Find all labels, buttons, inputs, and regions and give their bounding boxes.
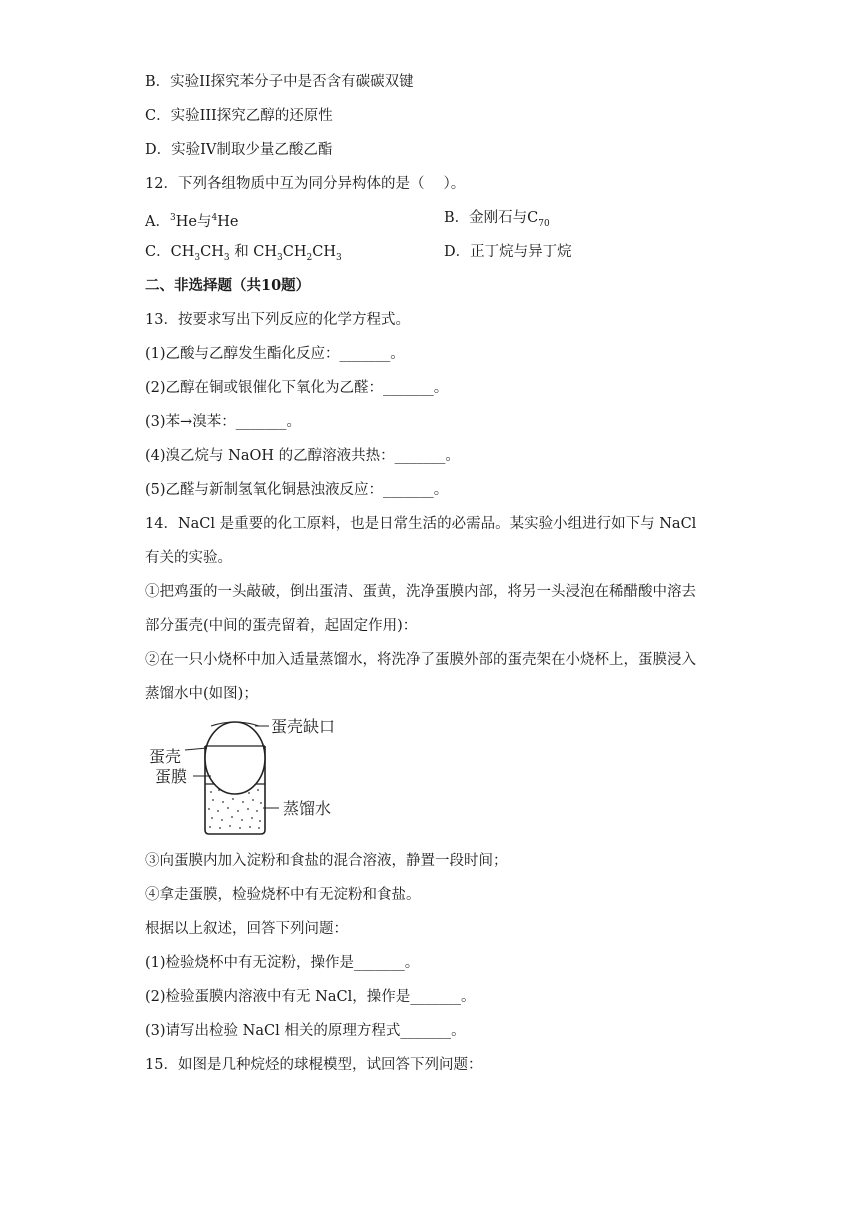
label-shell: 蛋壳 xyxy=(149,747,182,766)
leader-shell xyxy=(185,748,207,750)
section-heading: 二、非选择题（共10题） xyxy=(145,277,311,294)
water-dots xyxy=(208,789,262,829)
egg-membrane-figure xyxy=(145,712,355,842)
q14-answer2: (2)检验蛋膜内溶液中有无 NaCl，操作是_______。 xyxy=(145,989,476,1005)
label-water: 蒸馏水 xyxy=(283,799,332,818)
label-membrane: 蛋膜 xyxy=(155,767,188,786)
q13-part1: (1)乙酸与乙醇发生酯化反应：_______。 xyxy=(145,346,405,362)
q14-step4: ④拿走蛋膜，检验烧杯中有无淀粉和食盐。 xyxy=(145,887,421,903)
q12-option-a: A．$^3$He与$^4$He xyxy=(145,213,239,230)
q12-option-d: D．正丁烷与异丁烷 xyxy=(444,244,572,260)
egg-shell xyxy=(205,722,265,794)
option-c-prev: C．实验III探究乙醇的还原性 xyxy=(145,108,333,124)
q14-answer3: (3)请写出检验 NaCl 相关的原理方程式_______。 xyxy=(145,1023,466,1039)
q12-option-c: C．$CH_3CH_3$ 和 $CH_3CH_2CH_3$ xyxy=(145,244,342,263)
q14-step2-line1: ②在一只小烧杯中加入适量蒸馏水，将洗净了蛋膜外部的蛋壳架在小烧杯上，蛋膜浸入 xyxy=(145,652,696,668)
q14-step3: ③向蛋膜内加入淀粉和食盐的混合溶液，静置一段时间； xyxy=(145,853,508,869)
q15-stem: 15．如图是几种烷烃的球棍模型，试回答下列问题： xyxy=(145,1057,483,1073)
q14-step2-line2: 蒸馏水中(如图)； xyxy=(145,686,258,702)
q13-part5: (5)乙醛与新制氢氧化铜悬浊液反应：_______。 xyxy=(145,482,449,498)
q13-part3: (3)苯→溴苯：_______。 xyxy=(145,414,301,430)
option-d-prev: D．实验IV制取少量乙酸乙酯 xyxy=(145,142,333,158)
q14-stem-line2: 有关的实验。 xyxy=(145,550,232,566)
q13-part4: (4)溴乙烷与 NaOH 的乙醇溶液共热：_______。 xyxy=(145,448,460,464)
label-shell-gap: 蛋壳缺口 xyxy=(271,717,336,736)
q14-stem-line1: 14．NaCl 是重要的化工原料，也是日常生活的必需品。某实验小组进行如下与 NaCl xyxy=(145,516,697,532)
q13-stem: 13．按要求写出下列反应的化学方程式。 xyxy=(145,312,410,328)
q12-stem: 12．下列各组物质中互为同分异构体的是（ ）。 xyxy=(145,176,466,192)
q12-option-b: B．金刚石与$C_{70}$ xyxy=(444,210,550,229)
q14-step1-line1: ①把鸡蛋的一头敲破，倒出蛋清、蛋黄，洗净蛋膜内部，将另一头浸泡在稀醋酸中溶去 xyxy=(145,584,696,600)
q14-answer1: (1)检验烧杯中有无淀粉，操作是_______。 xyxy=(145,955,420,971)
q13-part2: (2)乙醇在铜或银催化下氧化为乙醛：_______。 xyxy=(145,380,449,396)
option-b-prev: B．实验II探究苯分子中是否含有碳碳双键 xyxy=(145,74,414,90)
q14-lead: 根据以上叙述，回答下列问题： xyxy=(145,921,348,937)
q14-step1-line2: 部分蛋壳(中间的蛋壳留着，起固定作用)： xyxy=(145,618,418,634)
